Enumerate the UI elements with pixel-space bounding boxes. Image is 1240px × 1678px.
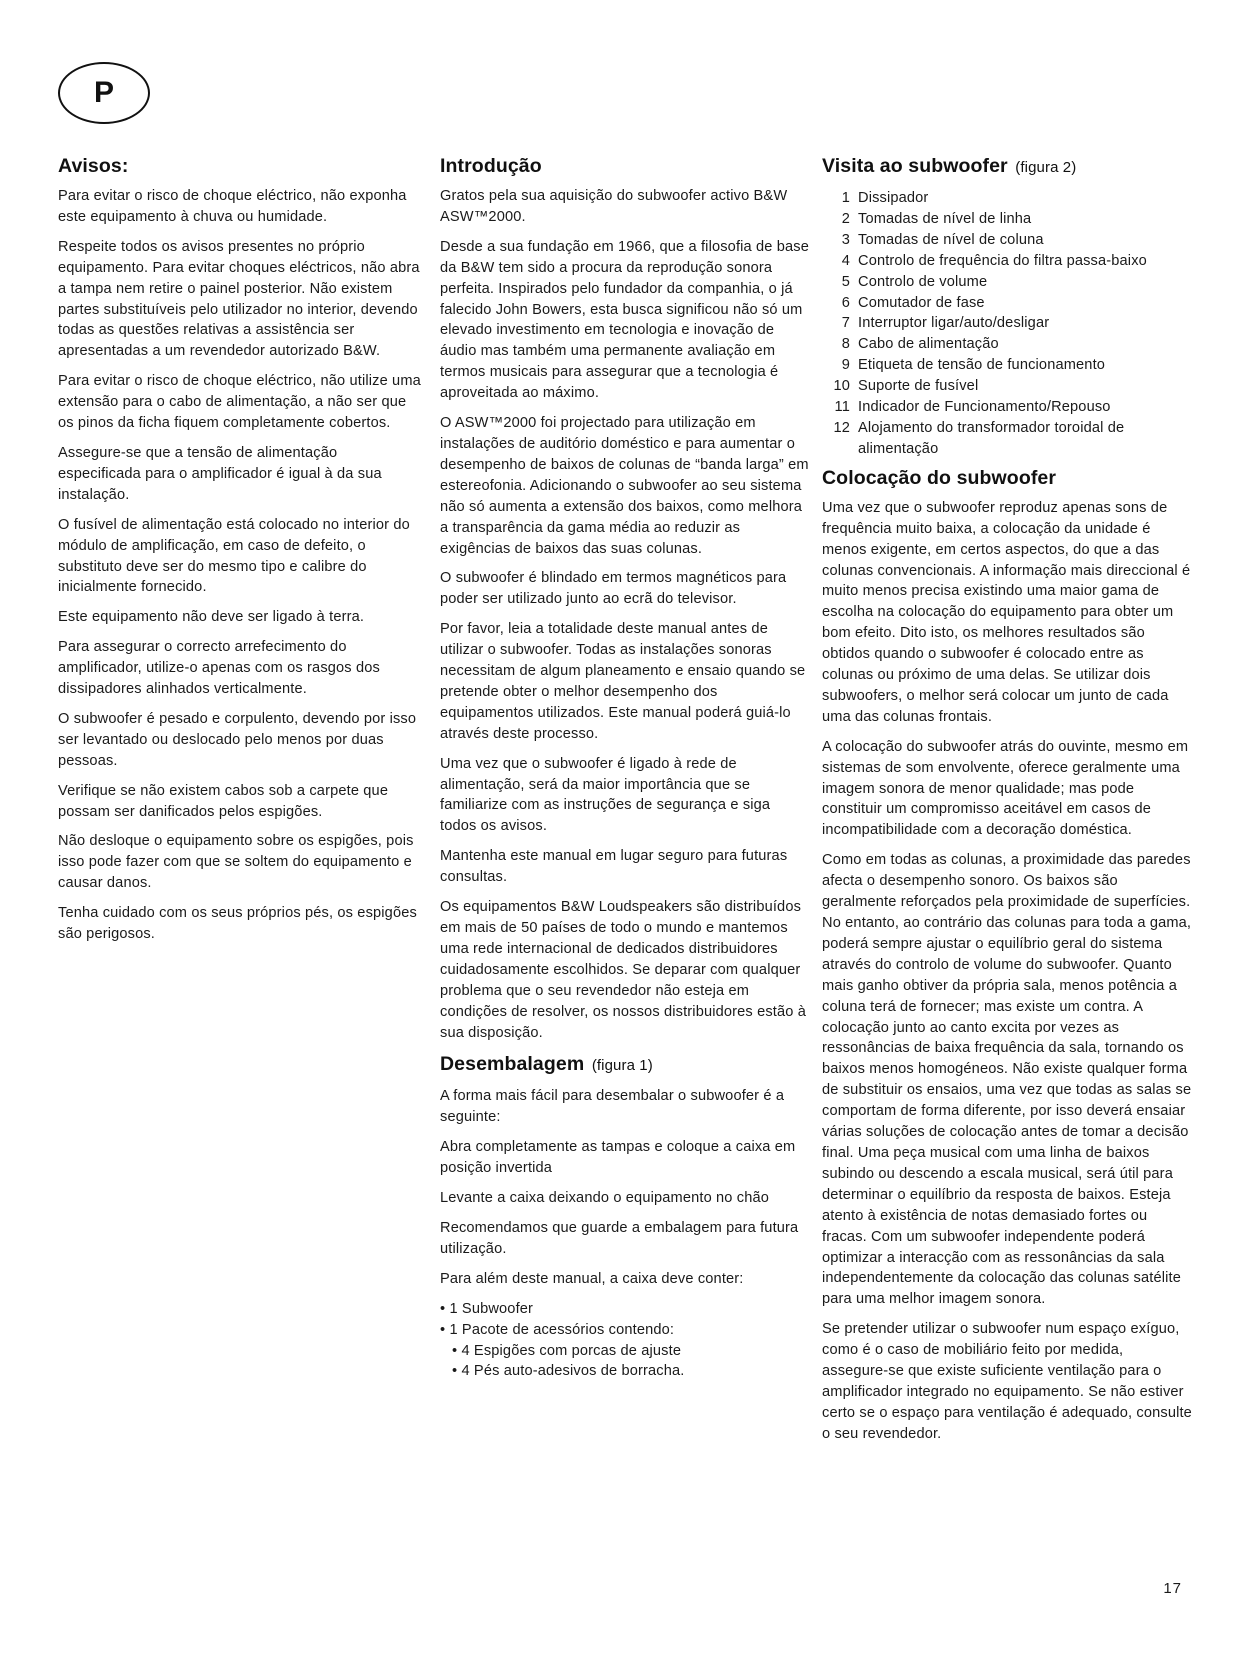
list-item [822,188,1192,209]
list-item [822,355,1192,376]
item-number: 11 [834,399,850,416]
item-number: 10 [833,378,850,395]
unpack-paragraph: A forma mais fácil para desembalar o subwoofer é a seguinte: [440,1088,785,1126]
list-item [822,251,1192,272]
item-text: Alojamento do transformador toroidal de alimentação [858,419,1125,457]
item-text: Controlo de volume [858,273,988,290]
warning-paragraph: Este equipamento não deve ser ligado à terra. [58,609,365,626]
item-text: Interruptor ligar/auto/desligar [858,315,1050,332]
list-item [822,334,1192,355]
intro-paragraph: Desde a sua fundação em 1966, que a filosofia de base da B&W tem sido a procura da reprodução sonora perfeita. Inspirados pelo fundador da companhia, o já falecido John Bowers, esta busca significou não só um elevado investimento em tecnologia e inovação de áudio mas também uma permanente avaliação em termos musicais para assegurar que a tecnologia é aproveitada ao máximo. [440,238,809,402]
unpack-paragraph: Levante a caixa deixando o equipamento no chão [440,1190,770,1207]
item-text: Indicador de Funcionamento/Repouso [858,399,1111,416]
list-item [822,230,1192,251]
list-item [822,209,1192,230]
item-number: 12 [833,419,850,436]
column-introduction [440,154,810,1382]
list-item: • 4 Pés auto-adesivos de borracha. [452,1363,685,1380]
warnings-heading: Avisos: [58,155,129,177]
list-item [822,397,1192,418]
warning-paragraph: Para evitar o risco de choque eléctrico, não utilize uma extensão para o cabo de alimentação, a não ser que os pinos da ficha fiquem completamente cobertos. [58,373,421,432]
placement-paragraph: A colocação do subwoofer atrás do ouvinte, mesmo em sistemas de som envolvente, oferece geralmente uma imagem sonora de menor qualidade; mas pode constituir um compromisso aceitável em casos de incompatibilidade com a decoração doméstica. [822,738,1189,839]
warning-paragraph: O subwoofer é pesado e corpulento, devendo por isso ser levantado ou deslocado pelo menos por duas pessoas. [58,710,417,769]
item-text: Comutador de fase [858,294,985,311]
list-item: • 1 Subwoofer [440,1300,534,1317]
tour-list [822,188,1192,460]
item-number: 5 [841,273,850,290]
item-number: 2 [841,210,850,227]
list-item [822,376,1192,397]
item-number: 7 [841,315,850,332]
language-badge: P [58,62,150,124]
warning-paragraph: Tenha cuidado com os seus próprios pés, os espigões são perigosos. [58,905,417,943]
introduction-heading: Introdução [440,155,542,177]
list-item: • 4 Espigões com porcas de ajuste [452,1342,682,1359]
list-item [822,418,1192,460]
contents-list [440,1299,810,1383]
warning-paragraph: Assegure-se que a tensão de alimentação especificada para o amplificador é igual à da sua instalação. [58,444,382,503]
list-item [822,313,1192,334]
item-number: 9 [841,357,850,374]
item-text: Controlo de frequência do filtra passa-baixo [858,252,1147,269]
unpack-paragraph: Para além deste manual, a caixa deve conter: [440,1270,744,1287]
item-number: 4 [841,252,850,269]
item-number: 1 [841,190,850,206]
item-text: Tomadas de nível de linha [858,210,1032,227]
tour-figure-ref: (figura 2) [1015,159,1077,176]
warning-paragraph: Para assegurar o correcto arrefecimento do amplificador, utilize-o apenas com os rasgos dos dissipadores alinhados verticalmente. [58,639,380,698]
unpacking-heading [440,1052,810,1078]
placement-paragraph: Se pretender utilizar o subwoofer num espaço exíguo, como é o caso de mobiliário feito por medida, assegure-se que existe suficiente ventilação para o amplificador integrado no equipamento. Se não estiver certo se o espaço para ventilação é adequado, consulte o seu revendedor. [822,1321,1192,1442]
list-item [822,272,1192,293]
intro-paragraph: Os equipamentos B&W Loudspeakers são distribuídos em mais de 50 países de todo o mundo e mantemos uma rede internacional de dedicados distribuidores cuidadosamente escolhidos. Se deparar com qualquer problema que o seu revendedor não esteja em condições de resolver, os nossos distribuidores estão à sua disposição. [440,899,806,1041]
warning-paragraph: O fusível de alimentação está colocado no interior do módulo de amplificação, em caso de defeito, o substituto deve ser do mesmo tipo e calibre do inicialmente fornecido. [58,516,410,596]
unpack-paragraph: Recomendamos que guarde a embalagem para futura utilização. [440,1219,799,1257]
intro-paragraph: O ASW™2000 foi projectado para utilização em instalações de auditório doméstico e para aumentar o desempenho de baixos de colunas de “banda larga” em estereofonia. Adicionando o subwoofer ao seu sistema não só aumenta a extensão dos baixos, como melhora a transparência da gama média ao reduzir as exigências de baixos das suas colunas. [440,415,809,557]
tour-heading [822,154,1192,180]
warning-paragraph: Respeite todos os avisos presentes no próprio equipamento. Para evitar choques eléctricos, não abra a tampa nem retire o painel posterior. Não existem partes substituíveis pelo utilizador no interior, devendo todas as questões relativas a assistência ser apresentadas a um revendedor autorizado B&W. [58,238,420,360]
warning-paragraph: Verifique se não existem cabos sob a carpete que possam ser danificados pelos espigões. [58,782,389,820]
list-item [822,293,1192,314]
unpacking-heading-text: Desembalagem [440,1053,585,1076]
item-text: Suporte de fusível [858,378,979,395]
placement-heading: Colocação do subwoofer [822,466,1057,489]
warning-paragraph: Não desloque o equipamento sobre os espigões, pois isso pode fazer com que se soltem do equipamento e causar danos. [58,833,414,892]
tour-heading-text: Visita ao subwoofer [822,155,1008,177]
list-item: • 1 Pacote de acessórios contendo: [440,1321,675,1338]
column-warnings [58,154,423,954]
item-number: 3 [841,231,850,248]
column-subwoofer-tour [822,154,1192,1454]
warning-paragraph: Para evitar o risco de choque eléctrico, não exponha este equipamento à chuva ou humidade. [58,188,407,225]
placement-paragraph: Como em todas as colunas, a proximidade das paredes afecta o desempenho sonoro. Os baixos são geralmente reforçados pela proximidade de superfícies. No entanto, ao contrário das colunas para toda a gama, poderá sempre ajustar o equilíbrio geral do sistema através do controlo de volume do subwoofer. Quanto mais ganho obtiver da própria sala, menos potência a coluna terá de fornecer; mas existe um contra. A colocação junto ao canto excita por vezes as ressonâncias de baixa frequência da sala, tornando os baixos menos homogéneos. Não existe qualquer forma de substituir os ensaios, uma vez que todas as salas se comportam de forma diferente, por isso deverá ensaiar várias soluções de colocação antes de tomar a decisão final. Uma peça musical com uma linha de baixos subindo ou descendo a escala musical, será útil para determinar o equilíbrio da resposta de baixos. Esteja atento à existência de notas demasiado fortes ou fracas. Com um subwoofer independente poderá optimizar a interacção com as ressonâncias da sala independentemente da colocação das colunas satélite para uma melhor imagem sonora. [822,852,1192,1308]
item-text: Dissipador [858,190,929,206]
item-number: 8 [841,336,850,353]
item-number: 6 [841,294,850,311]
unpack-paragraph: Abra completamente as tampas e coloque a caixa em posição invertida [440,1139,796,1177]
intro-paragraph: Por favor, leia a totalidade deste manual antes de utilizar o subwoofer. Todas as instalações sonoras necessitam de algum planeamento e ensaio quando se pretende obter o melhor desempenho dos equipamentos utilizados. Este manual poderá guiá-lo através deste processo. [440,621,806,742]
intro-paragraph: O subwoofer é blindado em termos magnéticos para poder ser utilizado junto ao ecrã do televisor. [440,570,787,608]
intro-paragraph: Mantenha este manual em lugar seguro para futuras consultas. [440,848,788,886]
page-number: 17 [1163,1580,1182,1597]
item-text: Etiqueta de tensão de funcionamento [858,357,1106,374]
intro-paragraph: Uma vez que o subwoofer é ligado à rede de alimentação, será da maior importância que se familiarize com as instruções de segurança e siga todos os avisos. [440,755,771,835]
item-text: Tomadas de nível de coluna [858,231,1044,248]
intro-paragraph: Gratos pela sua aquisição do subwoofer activo B&W ASW™2000. [440,188,788,225]
unpacking-figure-ref: (figura 1) [591,1057,653,1075]
placement-paragraph: Uma vez que o subwoofer reproduz apenas sons de frequência muito baixa, a colocação da unidade é menos exigente, em certos aspectos, do que a das colunas convencionais. A informação mais direccional é muito menos precisa existindo uma maior gama de escolha na colocação do equipamento para obter um bom efeito. Dito isto, os melhores resultados são obtidos quando o subwoofer é colocado entre as colunas ou próximo de uma delas. Se utilizar dois subwoofers, o melhor será colocar um junto de cada uma das colunas frontais. [822,499,1191,725]
item-text: Cabo de alimentação [858,336,999,353]
